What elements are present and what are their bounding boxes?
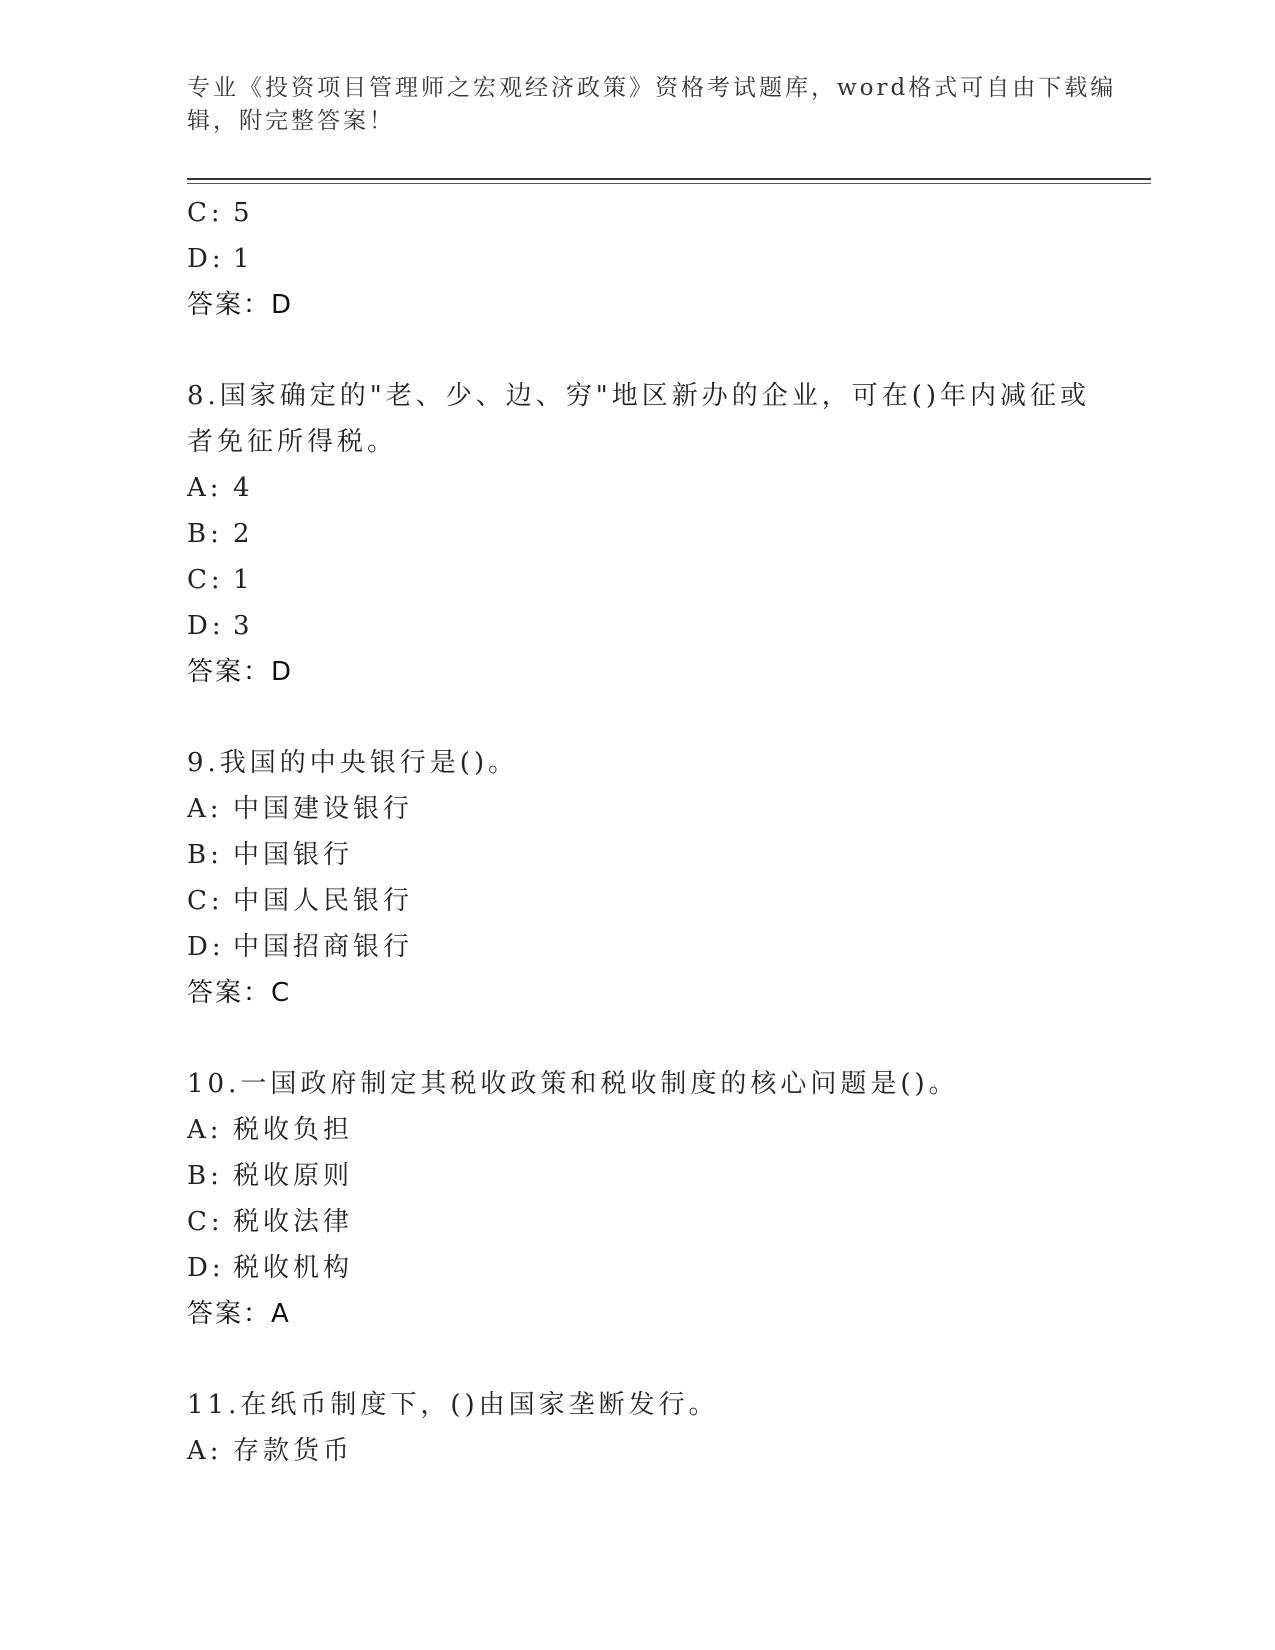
option-d: D: 3 (187, 611, 254, 641)
question-text: 8.国家确定的"老、少、边、穷"地区新办的企业，可在()年内减征或 (187, 381, 1091, 411)
option-a: A: 中国建设银行 (187, 794, 414, 824)
option-c: C: 5 (187, 198, 254, 228)
question-text: 10.一国政府制定其税收政策和税收制度的核心问题是()。 (187, 1069, 959, 1099)
option-c: C: 税收法律 (187, 1207, 354, 1237)
question-text-cont: 者免征所得税。 (187, 427, 398, 457)
question-8 (187, 373, 1091, 695)
option-a: A: 税收负担 (187, 1115, 354, 1145)
option-d: D: 中国招商银行 (187, 932, 414, 962)
option-b: B: 税收原则 (187, 1161, 354, 1191)
option-a: A: 存款货币 (187, 1436, 354, 1466)
question-list (187, 190, 1091, 1474)
option-d: D: 1 (187, 244, 254, 274)
option-b: B: 中国银行 (187, 840, 354, 870)
option-d: D: 税收机构 (187, 1253, 354, 1283)
question-text: 9.我国的中央银行是()。 (187, 748, 519, 778)
question-11 (187, 1382, 1087, 1474)
header-line-1: 专业《投资项目管理师之宏观经济政策》资格考试题库，word格式可自由下载编 (187, 75, 1117, 101)
document-header (187, 72, 1117, 138)
answer-line: 答案：D (187, 657, 294, 687)
answer-line: 答案：A (187, 1299, 291, 1329)
question-prev (187, 190, 1087, 328)
question-9 (187, 740, 1087, 1016)
option-b: B: 2 (187, 519, 254, 549)
header-rule-thin (187, 183, 1151, 184)
question-text: 11.在纸币制度下，()由国家垄断发行。 (187, 1390, 719, 1420)
option-a: A: 4 (187, 473, 254, 503)
option-c: C: 中国人民银行 (187, 886, 414, 916)
question-10 (187, 1061, 1087, 1337)
answer-line: 答案：D (187, 290, 294, 320)
answer-line: 答案：C (187, 978, 292, 1008)
header-rule-thick (187, 178, 1151, 180)
header-line-2: 辑，附完整答案！ (187, 108, 395, 134)
option-c: C: 1 (187, 565, 254, 595)
